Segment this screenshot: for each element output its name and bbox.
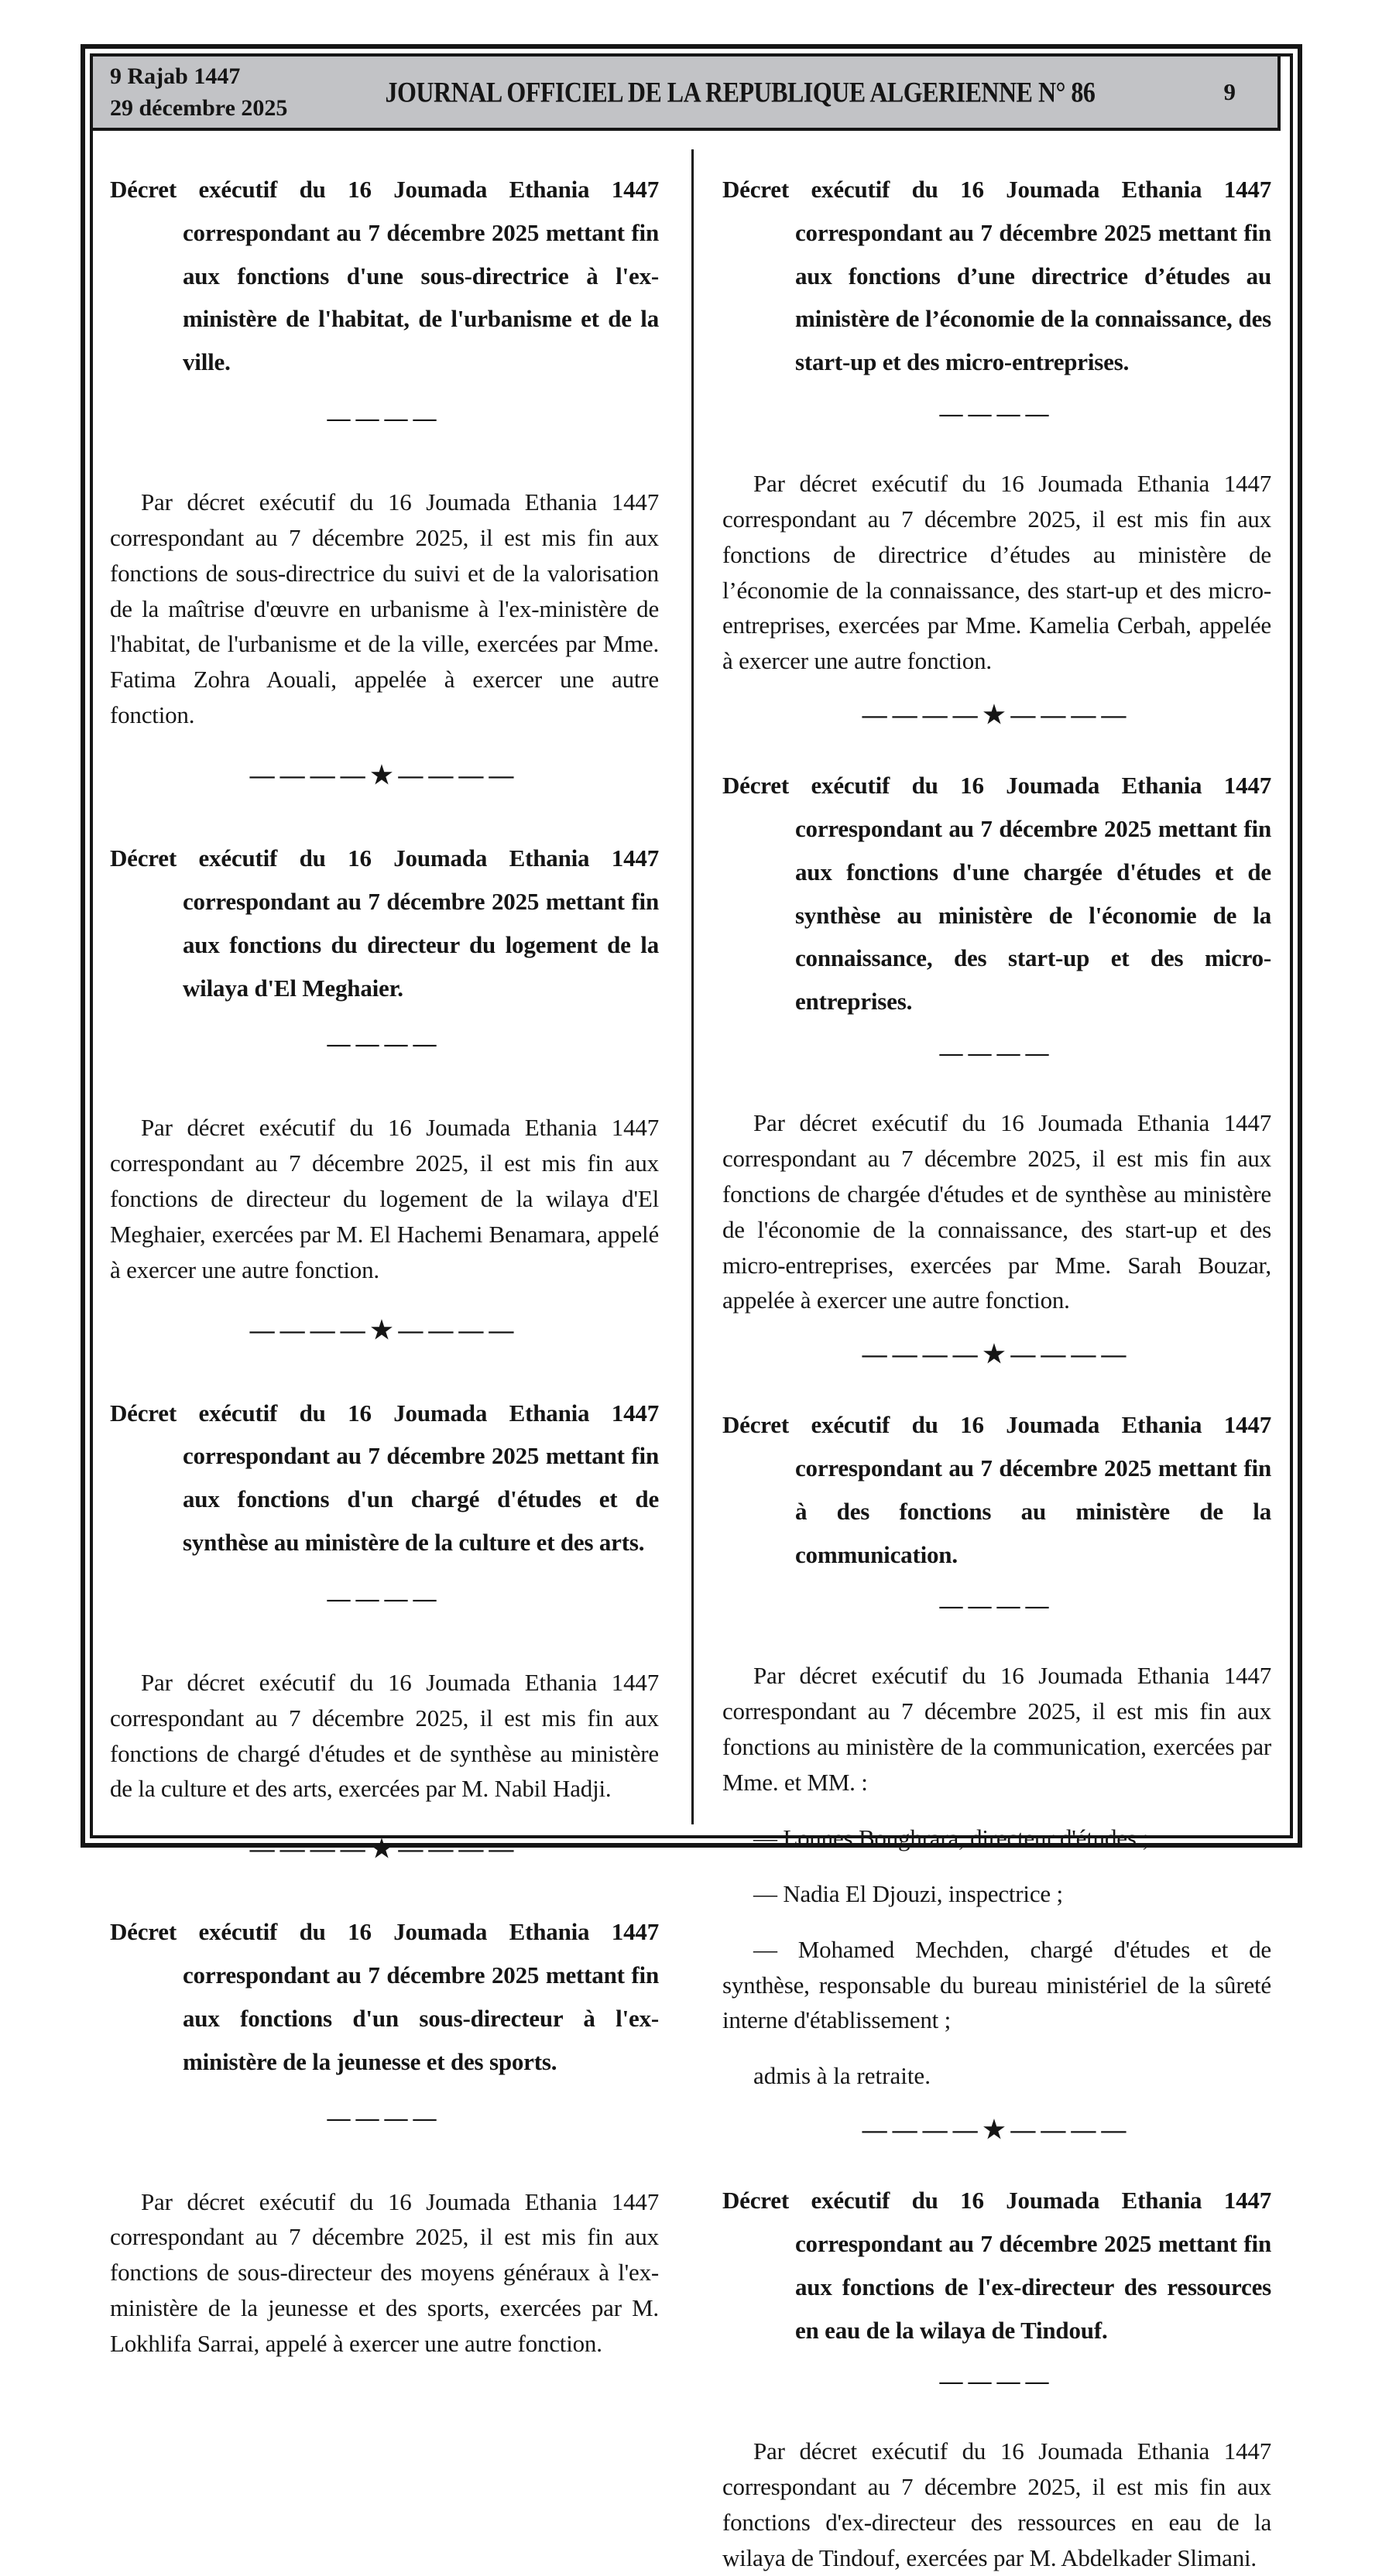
decree-heading: Décret exécutif du 16 Joumada Ethania 1447 correspondant au 7 décembre 2025 mettant fin aux fonctions d’une directrice d’études au ministère de l’économie de la connaissance, des start-up et des micro-entreprises. bbox=[722, 176, 1271, 376]
page-inner-frame bbox=[90, 53, 1293, 2572]
decree-paragraph: Par décret exécutif du 16 Joumada Ethania 1447 correspondant au 7 décembre 2025, il est mis fin aux fonctions de chargée d'études et de synthèse au ministère de l'économie de la connaissance, des start-up et des micro-entreprises, exercées par Mme. Sarah Bouzar, appelée à exercer une autre fonction. bbox=[722, 1109, 1271, 1314]
star-separator: ————★———— bbox=[249, 761, 520, 790]
dash-separator: ———— bbox=[327, 1031, 442, 1057]
decree-heading: Décret exécutif du 16 Joumada Ethania 1447 correspondant au 7 décembre 2025 mettant fin aux fonctions d'un sous-directeur à l'ex-ministère de la jeunesse et des sports. bbox=[110, 1918, 659, 2075]
star-separator: ————★———— bbox=[249, 1315, 520, 1344]
list-item: — Lounes Boughrara, directeur d'études ; bbox=[753, 1824, 1149, 1852]
decree-paragraph: Par décret exécutif du 16 Joumada Ethania 1447 correspondant au 7 décembre 2025, il est mis fin aux fonctions d'ex-directeur des ressources en eau de la wilaya de Tindouf, exercées par M. Abdelkader Slimani. bbox=[722, 2437, 1271, 2572]
decree-paragraph: Par décret exécutif du 16 Joumada Ethania 1447 correspondant au 7 décembre 2025, il est mis fin aux fonctions au ministère de la communication, exercées par Mme. et MM. : bbox=[722, 1662, 1271, 1797]
star-separator: ————★———— bbox=[862, 701, 1132, 729]
page-outer-frame bbox=[81, 44, 1302, 2572]
decree-block bbox=[722, 168, 1271, 727]
dash-separator: ———— bbox=[939, 1593, 1055, 1619]
dash-separator: ———— bbox=[327, 405, 442, 431]
dash-separator: ———— bbox=[939, 2369, 1055, 2395]
gregorian-date: 29 décembre 2025 bbox=[110, 95, 288, 121]
decree-heading: Décret exécutif du 16 Joumada Ethania 1447 correspondant au 7 décembre 2025 mettant fin aux fonctions d'une chargée d'études et de synthèse au ministère de l'économie de la connaissance, des start-up et des micro-entreprises. bbox=[722, 772, 1271, 1016]
decree-block bbox=[110, 168, 659, 790]
star-separator: ————★———— bbox=[862, 2115, 1132, 2144]
dash-separator: ———— bbox=[327, 2105, 442, 2131]
left-column bbox=[93, 131, 691, 2358]
page-content bbox=[93, 131, 1290, 2572]
decree-closing-line: admis à la retraite. bbox=[753, 2062, 931, 2090]
header-dates bbox=[110, 60, 287, 125]
decree-block bbox=[722, 764, 1271, 1366]
list-item: — Mohamed Mechden, chargé d'études et de synthèse, responsable du bureau ministériel de la sûreté interne d'établissement ; bbox=[722, 1935, 1271, 2034]
decree-paragraph: Par décret exécutif du 16 Joumada Ethania 1447 correspondant au 7 décembre 2025, il est mis fin aux fonctions de sous-directrice du suivi et de la valorisation de la maîtrise d'œuvre en urbanisme à l'ex-ministère de l'habitat, de l'urbanisme et de la ville, exercées par Mme. Fatima Zohra Aouali, appelée à exercer une autre fonction. bbox=[110, 488, 659, 729]
dash-separator: ———— bbox=[939, 1040, 1055, 1067]
list-item: — Nadia El Djouzi, inspectrice ; bbox=[753, 1879, 1063, 1907]
decree-block bbox=[110, 1910, 659, 2362]
hijri-date: 9 Rajab 1447 bbox=[110, 63, 241, 89]
decree-heading: Décret exécutif du 16 Joumada Ethania 1447 correspondant au 7 décembre 2025 mettant fin aux fonctions de l'ex-directeur des ressources en eau de la wilaya de Tindouf. bbox=[722, 2187, 1271, 2344]
dash-separator: ———— bbox=[939, 400, 1055, 426]
page-header bbox=[93, 57, 1281, 131]
decree-block bbox=[110, 837, 659, 1342]
column-divider-rule bbox=[691, 149, 694, 1824]
decree-heading: Décret exécutif du 16 Joumada Ethania 1447 correspondant au 7 décembre 2025 mettant fin à des fonctions au ministère de la communication. bbox=[722, 1411, 1271, 1568]
star-separator: ————★———— bbox=[862, 1340, 1132, 1368]
decree-heading: Décret exécutif du 16 Joumada Ethania 1447 correspondant au 7 décembre 2025 mettant fin aux fonctions du directeur du logement de la wilaya d'El Meghaier. bbox=[110, 844, 659, 1002]
decree-block bbox=[722, 1403, 1271, 2142]
decree-paragraph: Par décret exécutif du 16 Joumada Ethania 1447 correspondant au 7 décembre 2025, il est mis fin aux fonctions de directeur du logement de la wilaya d'El Meghaier, exercées par M. El Hachemi Benamara, appelé à exercer une autre fonction. bbox=[110, 1114, 659, 1283]
dash-separator: ———— bbox=[327, 1585, 442, 1612]
decree-paragraph: Par décret exécutif du 16 Joumada Ethania 1447 correspondant au 7 décembre 2025, il est mis fin aux fonctions de sous-directeur des moyens généraux à l'ex-ministère de la jeunesse et des sports, exercées par M. Lokhlifa Sarrai, appelé à exercer une autre fonction. bbox=[110, 2187, 659, 2358]
decree-block bbox=[110, 1392, 659, 1862]
decree-paragraph: Par décret exécutif du 16 Joumada Ethania 1447 correspondant au 7 décembre 2025, il est mis fin aux fonctions de directrice d’études au ministère de l’économie de la connaissance, des start-up et des micro-entreprises, exercées par Mme. Kamelia Cerbah, appelée à exercer une autre fonction. bbox=[722, 469, 1271, 675]
star-separator: ————★———— bbox=[249, 1834, 520, 1863]
decree-paragraph: Par décret exécutif du 16 Joumada Ethania 1447 correspondant au 7 décembre 2025, il est mis fin aux fonctions de chargé d'études et de synthèse au ministère de la culture et des arts, exercées par M. Nabil Hadji. bbox=[110, 1668, 659, 1803]
decree-heading: Décret exécutif du 16 Joumada Ethania 1447 correspondant au 7 décembre 2025 mettant fin aux fonctions d'un chargé d'études et de synthèse au ministère de la culture et des arts. bbox=[110, 1399, 659, 1557]
page-number: 9 bbox=[1223, 78, 1236, 105]
decree-heading: Décret exécutif du 16 Joumada Ethania 1447 correspondant au 7 décembre 2025 mettant fin aux fonctions d'une sous-directrice à l'ex-ministère de l'habitat, de l'urbanisme et de la ville. bbox=[110, 176, 659, 376]
decree-block bbox=[722, 2179, 1271, 2576]
journal-title: JOURNAL OFFICIEL DE LA REPUBLIQUE ALGERIENNE N° 86 bbox=[385, 75, 1096, 108]
right-column bbox=[691, 131, 1290, 2572]
